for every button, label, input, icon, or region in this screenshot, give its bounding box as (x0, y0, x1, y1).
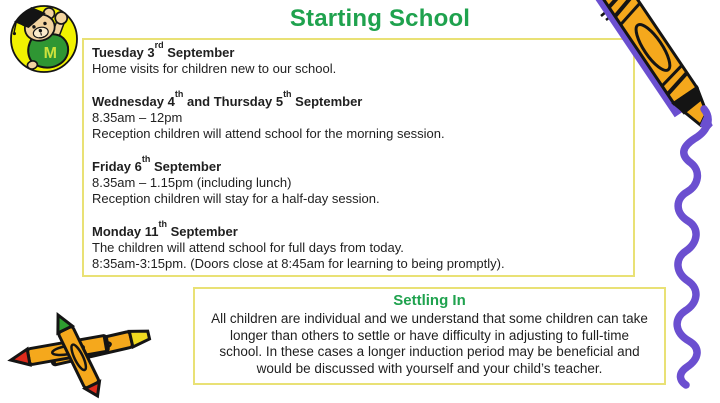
entry-line: The children will attend school for full days from today. (92, 240, 404, 255)
settling-body: All children are individual and we understand that some children can take longer than others to settle or have difficulty in adjusting to full-time school. In these cases a longer induction period may be beneficial and would be discussed with yourself and your child’s teacher. (211, 311, 648, 376)
entry-line: Reception children will stay for a half-day session. (92, 191, 380, 206)
entry-heading: Monday 11th September (92, 218, 238, 239)
entry-heading: Friday 6th September (92, 153, 222, 174)
crossed-crayons-icon (2, 302, 192, 402)
schedule-entry (92, 88, 625, 142)
entry-line: 8:35am-3:15pm. (Doors close at 8:45am for learning to being promptly). (92, 256, 505, 271)
schedule-entry (92, 39, 625, 77)
schedule-entry (92, 218, 625, 272)
schedule-entries (92, 39, 625, 272)
entry-line: Home visits for children new to our school. (92, 61, 337, 76)
entry-line: Reception children will attend school for the morning session. (92, 126, 445, 141)
school-bear-logo-icon (8, 2, 80, 74)
schedule-box (82, 38, 635, 277)
entry-heading: Wednesday 4th and Thursday 5th September (92, 88, 363, 109)
entry-line: 8.35am – 12pm (92, 110, 183, 125)
settling-title: Settling In (393, 292, 466, 309)
schedule-entry (92, 153, 625, 207)
settling-box (193, 287, 666, 385)
purple-squiggle-icon (630, 95, 720, 403)
entry-heading: Tuesday 3rd September (92, 39, 235, 60)
svg-text:M: M (43, 45, 57, 63)
entry-line: 8.35am – 1.15pm (including lunch) (92, 175, 292, 190)
slide-title: Starting School (289, 5, 471, 32)
